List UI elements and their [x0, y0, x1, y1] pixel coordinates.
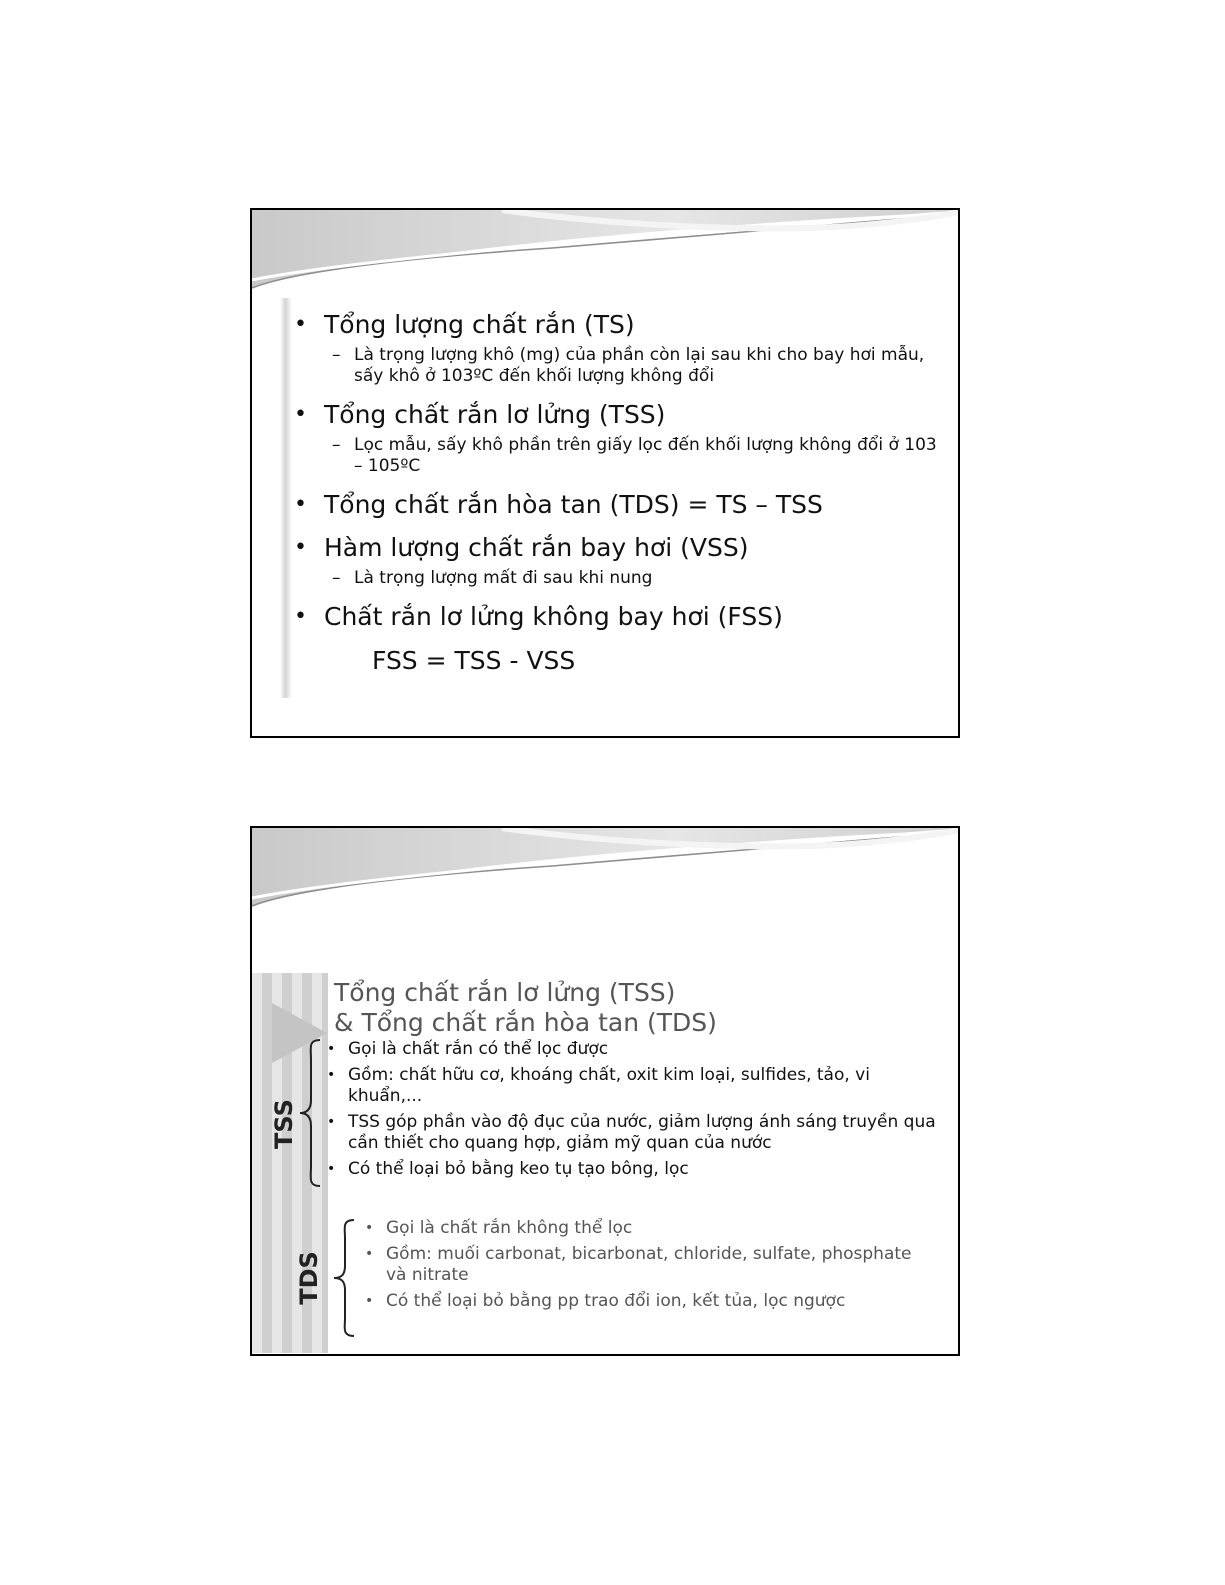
- slide-title-line-1: Tổng chất rắn lơ lửng (TSS): [334, 978, 676, 1007]
- tds-bullet-3: • Có thể loại bỏ bằng pp trao đổi ion, kết tủa, lọc ngược: [362, 1291, 922, 1312]
- tds-brace-icon: [332, 1218, 358, 1338]
- tds-bullet-2: • Gồm: muối carbonat, bicarbonat, chloride, sulfate, phosphate và nitrate: [362, 1244, 922, 1286]
- bullet-item-tss: • Tổng chất rắn lơ lửng (TSS): [290, 400, 940, 430]
- slide-2: [250, 826, 960, 1356]
- tds-bullet-list: [362, 1218, 922, 1317]
- sub-bullet-ts: – Là trọng lượng khô (mg) của phần còn lại sau khi cho bay hơi mẫu, sấy khô ở 103ºC đến khối lượng không đổi: [290, 345, 940, 387]
- fss-formula: FSS = TSS - VSS: [372, 646, 576, 675]
- tss-brace-icon: [298, 1038, 324, 1188]
- bullet-item-vss: • Hàm lượng chất rắn bay hơi (VSS): [290, 533, 940, 563]
- header-swoosh-decoration: [252, 828, 958, 918]
- tss-bullet-4: • Có thể loại bỏ bằng keo tụ tạo bông, lọc: [324, 1159, 944, 1180]
- tss-vertical-label: TSS: [270, 1099, 298, 1149]
- header-swoosh-decoration: [252, 210, 958, 300]
- slide-title-line-2: & Tổng chất rắn hòa tan (TDS): [334, 1008, 717, 1037]
- tss-bullet-list: [324, 1039, 944, 1185]
- bullet-item-tds: • Tổng chất rắn hòa tan (TDS) = TS – TSS: [290, 490, 940, 520]
- tss-bullet-2: • Gồm: chất hữu cơ, khoáng chất, oxit kim loại, sulfides, tảo, vi khuẩn,...: [324, 1065, 944, 1107]
- tss-bullet-3: • TSS góp phần vào độ đục của nước, giảm lượng ánh sáng truyền qua cần thiết cho quang hợp, giảm mỹ quan của nước: [324, 1112, 944, 1154]
- slide-1: [250, 208, 960, 738]
- tds-vertical-label: TDS: [295, 1251, 323, 1305]
- bullet-list: [290, 310, 940, 676]
- tss-bullet-1: • Gọi là chất rắn có thể lọc được: [324, 1039, 944, 1060]
- slide-title: [334, 978, 934, 1038]
- tds-bullet-1: • Gọi là chất rắn không thể lọc: [362, 1218, 922, 1239]
- bullet-item-fss: • Chất rắn lơ lửng không bay hơi (FSS): [290, 602, 940, 632]
- sub-bullet-vss: – Là trọng lượng mất đi sau khi nung: [290, 568, 940, 589]
- bullet-item-ts: • Tổng lượng chất rắn (TS): [290, 310, 940, 340]
- sub-bullet-tss: – Lọc mẫu, sấy khô phần trên giấy lọc đến khối lượng không đổi ở 103 – 105ºC: [290, 435, 940, 477]
